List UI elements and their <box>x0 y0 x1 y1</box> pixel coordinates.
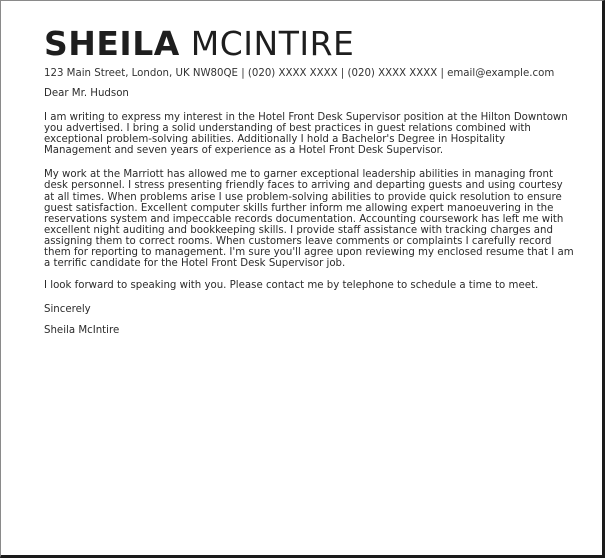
contact-details: 123 Main Street, London, UK NW80QE | (020) XXXX XXXX | (020) XXXX XXXX | email@example.com <box>44 68 555 79</box>
signature-name: Sheila McIntire <box>44 325 120 337</box>
body-paragraph-experience: My work at the Marriott has allowed me to garner exceptional leadership abilities in managing front desk personnel. I stress presenting friendly faces to arriving and departing guests and using courtesy at all times. When problems arise I use problem-solving abilities to provide quick resolution to ensure guest satisfaction. Excellent computer skills further inform me allowing expert manoeuvering in the reservations system and impeccable records documentation. Accounting coursework has left me with excellent night auditing and bookkeeping skills. I provide staff assistance with tracking charges and assigning them to correct rooms. When customers leave comments or complaints I carefully record them for reporting to management. I'm sure you'll agree upon reviewing my enclosed resume that I am a terrific candidate for the Hotel Front Desk Supervisor job. <box>44 169 574 270</box>
complimentary-close: Sincerely <box>44 304 91 316</box>
salutation: Dear Mr. Hudson <box>44 88 129 99</box>
applicant-first-name: SHEILA <box>44 24 180 63</box>
cover-letter <box>44 24 574 337</box>
body-paragraph-closing: I look forward to speaking with you. Please contact me by telephone to schedule a time to meet. <box>44 280 539 292</box>
applicant-last-name: MCINTIRE <box>190 24 355 63</box>
body-paragraph-intro: I am writing to express my interest in the Hotel Front Desk Supervisor position at the Hilton Downtown you advertised. I bring a solid understanding of best practices in guest relations combined with exceptional problem-solving abilities. Additionally I hold a Bachelor's Degree in Hospitality Management and seven years of experience as a Hotel Front Desk Supervisor. <box>44 112 568 157</box>
applicant-name <box>44 24 574 64</box>
